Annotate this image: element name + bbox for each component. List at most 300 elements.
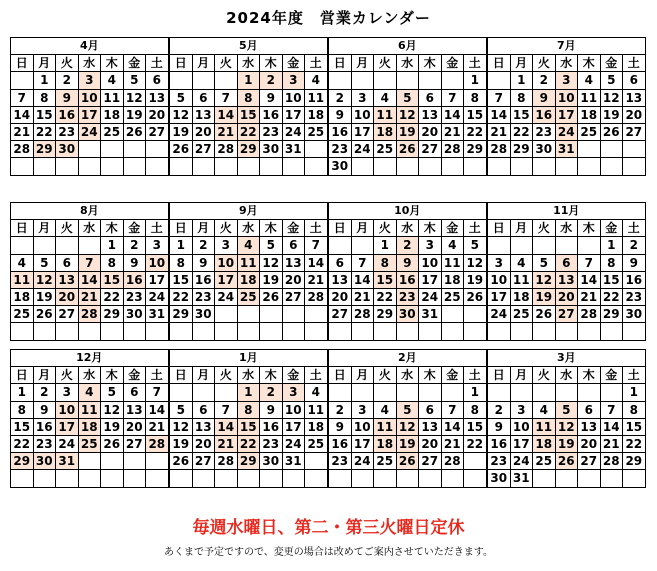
day-cell: 22 bbox=[237, 123, 260, 140]
day-cell: 24 bbox=[488, 306, 511, 323]
day-cell: 1 bbox=[170, 237, 193, 254]
day-cell: 6 bbox=[56, 254, 79, 271]
day-cell: 17 bbox=[510, 435, 533, 452]
empty-day-cell bbox=[11, 470, 34, 487]
day-cell: 12 bbox=[101, 401, 124, 418]
empty-day-cell bbox=[33, 323, 56, 340]
day-cell: 9 bbox=[329, 106, 352, 123]
month-name: 10月 bbox=[329, 203, 487, 220]
day-cell: 15 bbox=[170, 271, 193, 288]
day-cell: 23 bbox=[329, 453, 352, 470]
day-cell: 8 bbox=[510, 89, 533, 106]
day-cell: 13 bbox=[419, 106, 442, 123]
day-cell: 30 bbox=[533, 141, 556, 158]
day-cell: 17 bbox=[351, 123, 374, 140]
day-cell: 10 bbox=[56, 401, 79, 418]
empty-day-cell bbox=[305, 470, 328, 487]
day-cell: 24 bbox=[351, 141, 374, 158]
day-cell: 17 bbox=[215, 271, 238, 288]
day-cell: 27 bbox=[192, 141, 215, 158]
empty-day-cell bbox=[260, 470, 283, 487]
day-cell: 26 bbox=[396, 453, 419, 470]
empty-day-cell bbox=[215, 306, 238, 323]
day-cell: 4 bbox=[441, 237, 464, 254]
day-cell: 5 bbox=[260, 237, 283, 254]
month-name: 9月 bbox=[170, 203, 328, 220]
day-cell: 3 bbox=[351, 89, 374, 106]
day-cell: 15 bbox=[464, 418, 487, 435]
day-cell: 13 bbox=[282, 254, 305, 271]
day-cell: 4 bbox=[305, 384, 328, 401]
day-cell: 16 bbox=[260, 418, 283, 435]
empty-day-cell bbox=[170, 470, 193, 487]
empty-day-cell bbox=[351, 384, 374, 401]
day-cell: 27 bbox=[56, 306, 79, 323]
empty-day-cell bbox=[11, 237, 34, 254]
day-cell: 10 bbox=[488, 271, 511, 288]
day-cell: 14 bbox=[215, 106, 238, 123]
day-cell: 25 bbox=[374, 141, 397, 158]
weekday-header: 日 bbox=[11, 220, 34, 237]
empty-day-cell bbox=[78, 470, 101, 487]
day-cell: 7 bbox=[305, 237, 328, 254]
day-cell: 16 bbox=[123, 271, 146, 288]
day-cell: 16 bbox=[56, 106, 79, 123]
day-cell: 25 bbox=[78, 435, 101, 452]
day-cell: 2 bbox=[260, 384, 283, 401]
day-cell: 14 bbox=[305, 254, 328, 271]
day-cell: 22 bbox=[510, 123, 533, 140]
day-cell: 25 bbox=[305, 123, 328, 140]
weekday-header: 木 bbox=[260, 55, 283, 72]
day-cell: 4 bbox=[374, 401, 397, 418]
day-cell: 10 bbox=[351, 106, 374, 123]
empty-day-cell bbox=[374, 470, 397, 487]
day-cell: 22 bbox=[170, 288, 193, 305]
day-cell: 12 bbox=[33, 271, 56, 288]
weekday-header: 水 bbox=[78, 220, 101, 237]
empty-day-cell bbox=[305, 158, 328, 175]
day-cell: 20 bbox=[192, 123, 215, 140]
day-cell: 9 bbox=[396, 254, 419, 271]
empty-day-cell bbox=[33, 237, 56, 254]
empty-day-cell bbox=[510, 384, 533, 401]
empty-day-cell bbox=[282, 306, 305, 323]
empty-day-cell bbox=[146, 158, 169, 175]
empty-day-cell bbox=[510, 323, 533, 340]
day-cell: 8 bbox=[600, 254, 623, 271]
day-cell: 29 bbox=[11, 453, 34, 470]
day-cell: 18 bbox=[305, 106, 328, 123]
day-cell: 8 bbox=[237, 401, 260, 418]
empty-day-cell bbox=[396, 384, 419, 401]
day-cell: 28 bbox=[351, 306, 374, 323]
empty-day-cell bbox=[510, 237, 533, 254]
weekday-header: 火 bbox=[56, 367, 79, 384]
day-cell: 3 bbox=[56, 384, 79, 401]
day-cell: 12 bbox=[555, 418, 578, 435]
day-cell: 27 bbox=[419, 141, 442, 158]
day-cell: 24 bbox=[510, 453, 533, 470]
day-cell: 10 bbox=[215, 254, 238, 271]
empty-day-cell bbox=[215, 158, 238, 175]
day-cell: 1 bbox=[237, 72, 260, 89]
day-cell: 1 bbox=[623, 384, 646, 401]
day-cell: 30 bbox=[623, 306, 646, 323]
day-cell: 17 bbox=[555, 106, 578, 123]
day-cell: 24 bbox=[146, 288, 169, 305]
day-cell: 7 bbox=[11, 89, 34, 106]
day-cell: 13 bbox=[555, 271, 578, 288]
empty-day-cell bbox=[578, 141, 601, 158]
day-cell: 7 bbox=[441, 89, 464, 106]
day-cell: 30 bbox=[56, 141, 79, 158]
day-cell: 6 bbox=[419, 401, 442, 418]
day-cell: 11 bbox=[533, 418, 556, 435]
empty-day-cell bbox=[555, 158, 578, 175]
empty-day-cell bbox=[623, 323, 646, 340]
empty-day-cell bbox=[146, 470, 169, 487]
day-cell: 31 bbox=[510, 470, 533, 487]
day-cell: 22 bbox=[33, 123, 56, 140]
empty-day-cell bbox=[441, 72, 464, 89]
day-cell: 19 bbox=[170, 435, 193, 452]
day-cell: 18 bbox=[510, 288, 533, 305]
day-cell: 23 bbox=[192, 288, 215, 305]
empty-day-cell bbox=[33, 470, 56, 487]
month-calendar bbox=[487, 202, 646, 341]
empty-day-cell bbox=[78, 453, 101, 470]
month-calendar bbox=[169, 349, 328, 488]
weekday-header: 土 bbox=[146, 367, 169, 384]
weekday-header: 木 bbox=[419, 367, 442, 384]
day-cell: 29 bbox=[623, 453, 646, 470]
empty-day-cell bbox=[533, 158, 556, 175]
empty-day-cell bbox=[192, 158, 215, 175]
day-cell: 30 bbox=[488, 470, 511, 487]
day-cell: 7 bbox=[488, 89, 511, 106]
day-cell: 10 bbox=[555, 89, 578, 106]
day-cell: 2 bbox=[329, 401, 352, 418]
day-cell: 30 bbox=[33, 453, 56, 470]
empty-day-cell bbox=[101, 470, 124, 487]
weekday-header: 土 bbox=[623, 220, 646, 237]
empty-day-cell bbox=[56, 323, 79, 340]
weekday-header: 木 bbox=[101, 367, 124, 384]
day-cell: 17 bbox=[488, 288, 511, 305]
day-cell: 11 bbox=[441, 254, 464, 271]
day-cell: 29 bbox=[237, 141, 260, 158]
day-cell: 31 bbox=[56, 453, 79, 470]
day-cell: 19 bbox=[170, 123, 193, 140]
day-cell: 15 bbox=[237, 106, 260, 123]
empty-day-cell bbox=[351, 323, 374, 340]
day-cell: 29 bbox=[101, 306, 124, 323]
empty-day-cell bbox=[396, 72, 419, 89]
empty-day-cell bbox=[374, 158, 397, 175]
weekday-header: 日 bbox=[170, 220, 193, 237]
empty-day-cell bbox=[78, 158, 101, 175]
day-cell: 27 bbox=[282, 288, 305, 305]
weekday-header: 火 bbox=[533, 367, 556, 384]
weekday-header: 日 bbox=[329, 220, 352, 237]
day-cell: 2 bbox=[260, 72, 283, 89]
weekday-header: 金 bbox=[441, 367, 464, 384]
day-cell: 4 bbox=[11, 254, 34, 271]
day-cell: 5 bbox=[123, 72, 146, 89]
day-cell: 19 bbox=[396, 123, 419, 140]
day-cell: 23 bbox=[260, 435, 283, 452]
empty-day-cell bbox=[578, 384, 601, 401]
weekday-header: 月 bbox=[192, 220, 215, 237]
day-cell: 1 bbox=[600, 237, 623, 254]
day-cell: 22 bbox=[101, 288, 124, 305]
weekday-header: 金 bbox=[282, 55, 305, 72]
day-cell: 12 bbox=[464, 254, 487, 271]
empty-day-cell bbox=[441, 158, 464, 175]
day-cell: 21 bbox=[600, 435, 623, 452]
day-cell: 4 bbox=[101, 72, 124, 89]
day-cell: 7 bbox=[351, 254, 374, 271]
empty-day-cell bbox=[396, 158, 419, 175]
day-cell: 20 bbox=[282, 271, 305, 288]
day-cell: 2 bbox=[33, 384, 56, 401]
weekday-header: 火 bbox=[56, 55, 79, 72]
day-cell: 9 bbox=[260, 89, 283, 106]
day-cell: 9 bbox=[623, 254, 646, 271]
day-cell: 28 bbox=[578, 306, 601, 323]
day-cell: 15 bbox=[237, 418, 260, 435]
empty-day-cell bbox=[441, 384, 464, 401]
day-cell: 8 bbox=[237, 89, 260, 106]
day-cell: 27 bbox=[419, 453, 442, 470]
day-cell: 23 bbox=[33, 435, 56, 452]
weekday-header: 水 bbox=[555, 55, 578, 72]
weekday-header: 木 bbox=[101, 220, 124, 237]
day-cell: 31 bbox=[146, 306, 169, 323]
empty-day-cell bbox=[441, 323, 464, 340]
empty-day-cell bbox=[488, 323, 511, 340]
day-cell: 19 bbox=[260, 271, 283, 288]
day-cell: 12 bbox=[170, 418, 193, 435]
empty-day-cell bbox=[578, 323, 601, 340]
empty-day-cell bbox=[260, 158, 283, 175]
day-cell: 25 bbox=[441, 288, 464, 305]
day-cell: 6 bbox=[555, 254, 578, 271]
empty-day-cell bbox=[623, 158, 646, 175]
day-cell: 1 bbox=[374, 237, 397, 254]
weekday-header: 日 bbox=[488, 367, 511, 384]
day-cell: 9 bbox=[329, 418, 352, 435]
day-cell: 15 bbox=[101, 271, 124, 288]
month-name: 8月 bbox=[11, 203, 169, 220]
day-cell: 7 bbox=[215, 89, 238, 106]
day-cell: 1 bbox=[11, 384, 34, 401]
weekday-header: 日 bbox=[170, 367, 193, 384]
day-cell: 10 bbox=[78, 89, 101, 106]
empty-day-cell bbox=[374, 323, 397, 340]
day-cell: 5 bbox=[396, 89, 419, 106]
day-cell: 29 bbox=[33, 141, 56, 158]
month-calendar bbox=[328, 349, 487, 488]
day-cell: 15 bbox=[510, 106, 533, 123]
weekday-header: 日 bbox=[329, 367, 352, 384]
day-cell: 21 bbox=[11, 123, 34, 140]
day-cell: 19 bbox=[555, 435, 578, 452]
day-cell: 20 bbox=[123, 418, 146, 435]
day-cell: 18 bbox=[305, 418, 328, 435]
day-cell: 8 bbox=[464, 89, 487, 106]
empty-day-cell bbox=[555, 323, 578, 340]
day-cell: 6 bbox=[123, 384, 146, 401]
month-calendar bbox=[10, 202, 169, 341]
weekday-header: 金 bbox=[441, 220, 464, 237]
weekday-header: 金 bbox=[123, 367, 146, 384]
empty-day-cell bbox=[192, 323, 215, 340]
weekday-header: 日 bbox=[11, 55, 34, 72]
day-cell: 24 bbox=[351, 453, 374, 470]
day-cell: 8 bbox=[374, 254, 397, 271]
day-cell: 13 bbox=[192, 106, 215, 123]
empty-day-cell bbox=[282, 158, 305, 175]
day-cell: 22 bbox=[623, 435, 646, 452]
day-cell: 23 bbox=[329, 141, 352, 158]
day-cell: 28 bbox=[78, 306, 101, 323]
weekday-header: 月 bbox=[351, 220, 374, 237]
day-cell: 11 bbox=[374, 418, 397, 435]
day-cell: 16 bbox=[623, 271, 646, 288]
day-cell: 17 bbox=[56, 418, 79, 435]
day-cell: 2 bbox=[623, 237, 646, 254]
day-cell: 5 bbox=[170, 89, 193, 106]
day-cell: 16 bbox=[488, 435, 511, 452]
empty-day-cell bbox=[600, 141, 623, 158]
day-cell: 1 bbox=[464, 384, 487, 401]
month-calendar bbox=[328, 37, 487, 176]
day-cell: 19 bbox=[101, 418, 124, 435]
weekday-header: 火 bbox=[374, 220, 397, 237]
day-cell: 22 bbox=[600, 288, 623, 305]
empty-day-cell bbox=[533, 470, 556, 487]
day-cell: 11 bbox=[101, 89, 124, 106]
day-cell: 2 bbox=[533, 72, 556, 89]
day-cell: 23 bbox=[533, 123, 556, 140]
day-cell: 26 bbox=[396, 141, 419, 158]
month-calendar bbox=[169, 202, 328, 341]
empty-day-cell bbox=[623, 470, 646, 487]
weekday-header: 月 bbox=[192, 55, 215, 72]
day-cell: 29 bbox=[170, 306, 193, 323]
month-name: 2月 bbox=[329, 350, 487, 367]
day-cell: 29 bbox=[237, 453, 260, 470]
empty-day-cell bbox=[578, 470, 601, 487]
weekday-header: 木 bbox=[419, 55, 442, 72]
day-cell: 24 bbox=[282, 435, 305, 452]
day-cell: 5 bbox=[555, 401, 578, 418]
day-cell: 20 bbox=[419, 435, 442, 452]
weekday-header: 月 bbox=[510, 220, 533, 237]
day-cell: 18 bbox=[441, 271, 464, 288]
weekday-header: 土 bbox=[464, 367, 487, 384]
day-cell: 31 bbox=[555, 141, 578, 158]
day-cell: 26 bbox=[123, 123, 146, 140]
day-cell: 17 bbox=[78, 106, 101, 123]
day-cell: 8 bbox=[623, 401, 646, 418]
day-cell: 1 bbox=[237, 384, 260, 401]
day-cell: 16 bbox=[329, 435, 352, 452]
empty-day-cell bbox=[329, 323, 352, 340]
day-cell: 24 bbox=[78, 123, 101, 140]
day-cell: 27 bbox=[623, 123, 646, 140]
day-cell: 21 bbox=[578, 288, 601, 305]
day-cell: 19 bbox=[464, 271, 487, 288]
empty-day-cell bbox=[464, 453, 487, 470]
weekday-header: 土 bbox=[146, 220, 169, 237]
day-cell: 12 bbox=[123, 89, 146, 106]
day-cell: 23 bbox=[623, 288, 646, 305]
day-cell: 8 bbox=[464, 401, 487, 418]
empty-day-cell bbox=[56, 158, 79, 175]
weekday-header: 木 bbox=[101, 55, 124, 72]
day-cell: 2 bbox=[329, 89, 352, 106]
weekday-header: 水 bbox=[78, 55, 101, 72]
empty-day-cell bbox=[600, 384, 623, 401]
day-cell: 17 bbox=[146, 271, 169, 288]
weekday-header: 土 bbox=[464, 55, 487, 72]
day-cell: 30 bbox=[260, 141, 283, 158]
day-cell: 13 bbox=[146, 89, 169, 106]
weekday-header: 日 bbox=[488, 220, 511, 237]
weekday-header: 月 bbox=[33, 55, 56, 72]
day-cell: 19 bbox=[33, 288, 56, 305]
weekday-header: 月 bbox=[510, 55, 533, 72]
day-cell: 20 bbox=[146, 106, 169, 123]
month-calendar bbox=[169, 37, 328, 176]
empty-day-cell bbox=[170, 323, 193, 340]
weekday-header: 金 bbox=[600, 55, 623, 72]
day-cell: 3 bbox=[555, 72, 578, 89]
day-cell: 11 bbox=[510, 271, 533, 288]
empty-day-cell bbox=[78, 323, 101, 340]
day-cell: 29 bbox=[600, 306, 623, 323]
day-cell: 28 bbox=[305, 288, 328, 305]
day-cell: 5 bbox=[101, 384, 124, 401]
weekday-header: 土 bbox=[464, 220, 487, 237]
empty-day-cell bbox=[282, 470, 305, 487]
empty-day-cell bbox=[170, 72, 193, 89]
empty-day-cell bbox=[78, 237, 101, 254]
month-name: 4月 bbox=[11, 38, 169, 55]
day-cell: 2 bbox=[56, 72, 79, 89]
day-cell: 14 bbox=[441, 106, 464, 123]
day-cell: 24 bbox=[56, 435, 79, 452]
empty-day-cell bbox=[237, 306, 260, 323]
day-cell: 30 bbox=[396, 306, 419, 323]
day-cell: 16 bbox=[33, 418, 56, 435]
empty-day-cell bbox=[419, 384, 442, 401]
empty-day-cell bbox=[192, 72, 215, 89]
empty-day-cell bbox=[170, 158, 193, 175]
weekday-header: 土 bbox=[305, 220, 328, 237]
day-cell: 15 bbox=[623, 418, 646, 435]
day-cell: 4 bbox=[305, 72, 328, 89]
day-cell: 3 bbox=[215, 237, 238, 254]
empty-day-cell bbox=[146, 453, 169, 470]
empty-day-cell bbox=[33, 158, 56, 175]
month-name: 11月 bbox=[488, 203, 646, 220]
empty-day-cell bbox=[101, 453, 124, 470]
day-cell: 30 bbox=[192, 306, 215, 323]
